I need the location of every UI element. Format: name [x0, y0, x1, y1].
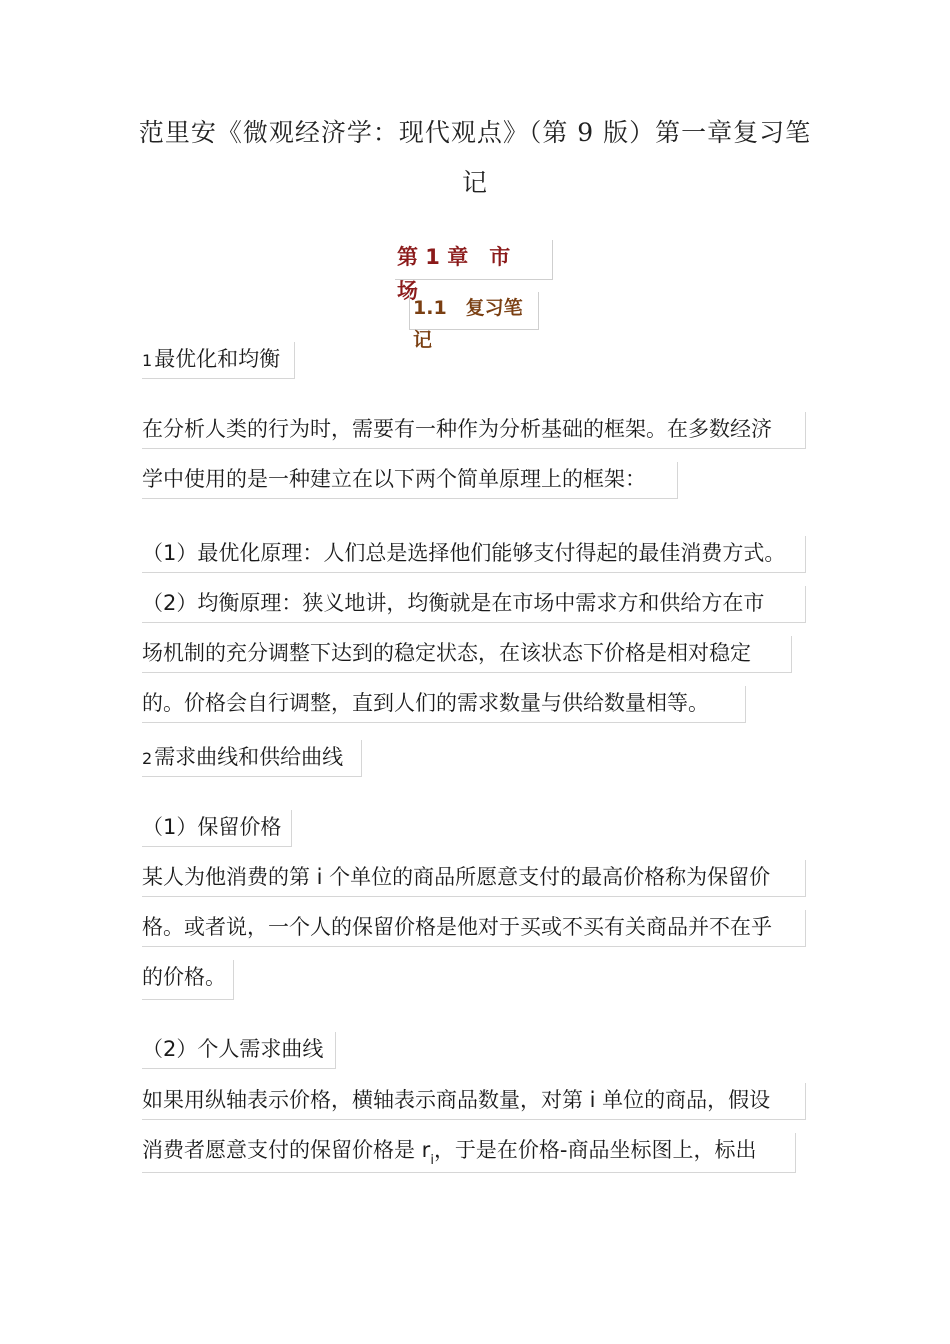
heading-1-text: 最优化和均衡 [154, 347, 281, 371]
para3-line1: 如果用纵轴表示价格，横轴表示商品数量，对第 i 单位的商品，假设 [142, 1083, 806, 1120]
para2-line2: 格。或者说，一个人的保留价格是他对于买或不买有关商品并不在乎 [142, 910, 806, 947]
title-line-1: 范里安《微观经济学：现代观点》（第 9 版）第一章复习笔 [138, 118, 812, 147]
para3-line2 [142, 1133, 796, 1173]
subscript-i: i [430, 1153, 434, 1168]
para1-line1: 在分析人类的行为时，需要有一种作为分析基础的框架。在多数经济 [142, 412, 806, 449]
para2-line1: 某人为他消费的第 i 个单位的商品所愿意支付的最高价格称为保留价 [142, 860, 806, 897]
para3-line2-post: ，于是在价格-商品坐标图上，标出 [433, 1138, 757, 1162]
heading-2-text: 需求曲线和供给曲线 [154, 745, 344, 769]
heading-1 [142, 342, 295, 379]
heading-1-number: 1 [142, 351, 153, 370]
document-title [120, 108, 830, 208]
heading-2 [142, 740, 362, 777]
title-line-2: 记 [461, 168, 488, 197]
item2-line2: 场机制的充分调整下达到的稳定状态，在该状态下价格是相对稳定 [142, 636, 792, 673]
heading-2-number: 2 [142, 749, 153, 768]
item2-line1: （2）均衡原理：狭义地讲，均衡就是在市场中需求方和供给方在市 [142, 586, 806, 623]
para3-line2-pre: 消费者愿意支付的保留价格是 r [142, 1138, 431, 1162]
section-heading: 1.1 复习笔记 [409, 292, 539, 330]
chapter-heading: 第 1 章 市 场 [395, 240, 553, 280]
subheading-1: （1）保留价格 [142, 810, 292, 847]
para2-line3: 的价格。 [142, 960, 234, 1000]
item1: （1）最优化原理：人们总是选择他们能够支付得起的最佳消费方式。 [142, 536, 806, 573]
para1-line2: 学中使用的是一种建立在以下两个简单原理上的框架： [142, 462, 678, 499]
subheading-2: （2）个人需求曲线 [142, 1032, 336, 1069]
item2-line3: 的。价格会自行调整，直到人们的需求数量与供给数量相等。 [142, 686, 746, 723]
